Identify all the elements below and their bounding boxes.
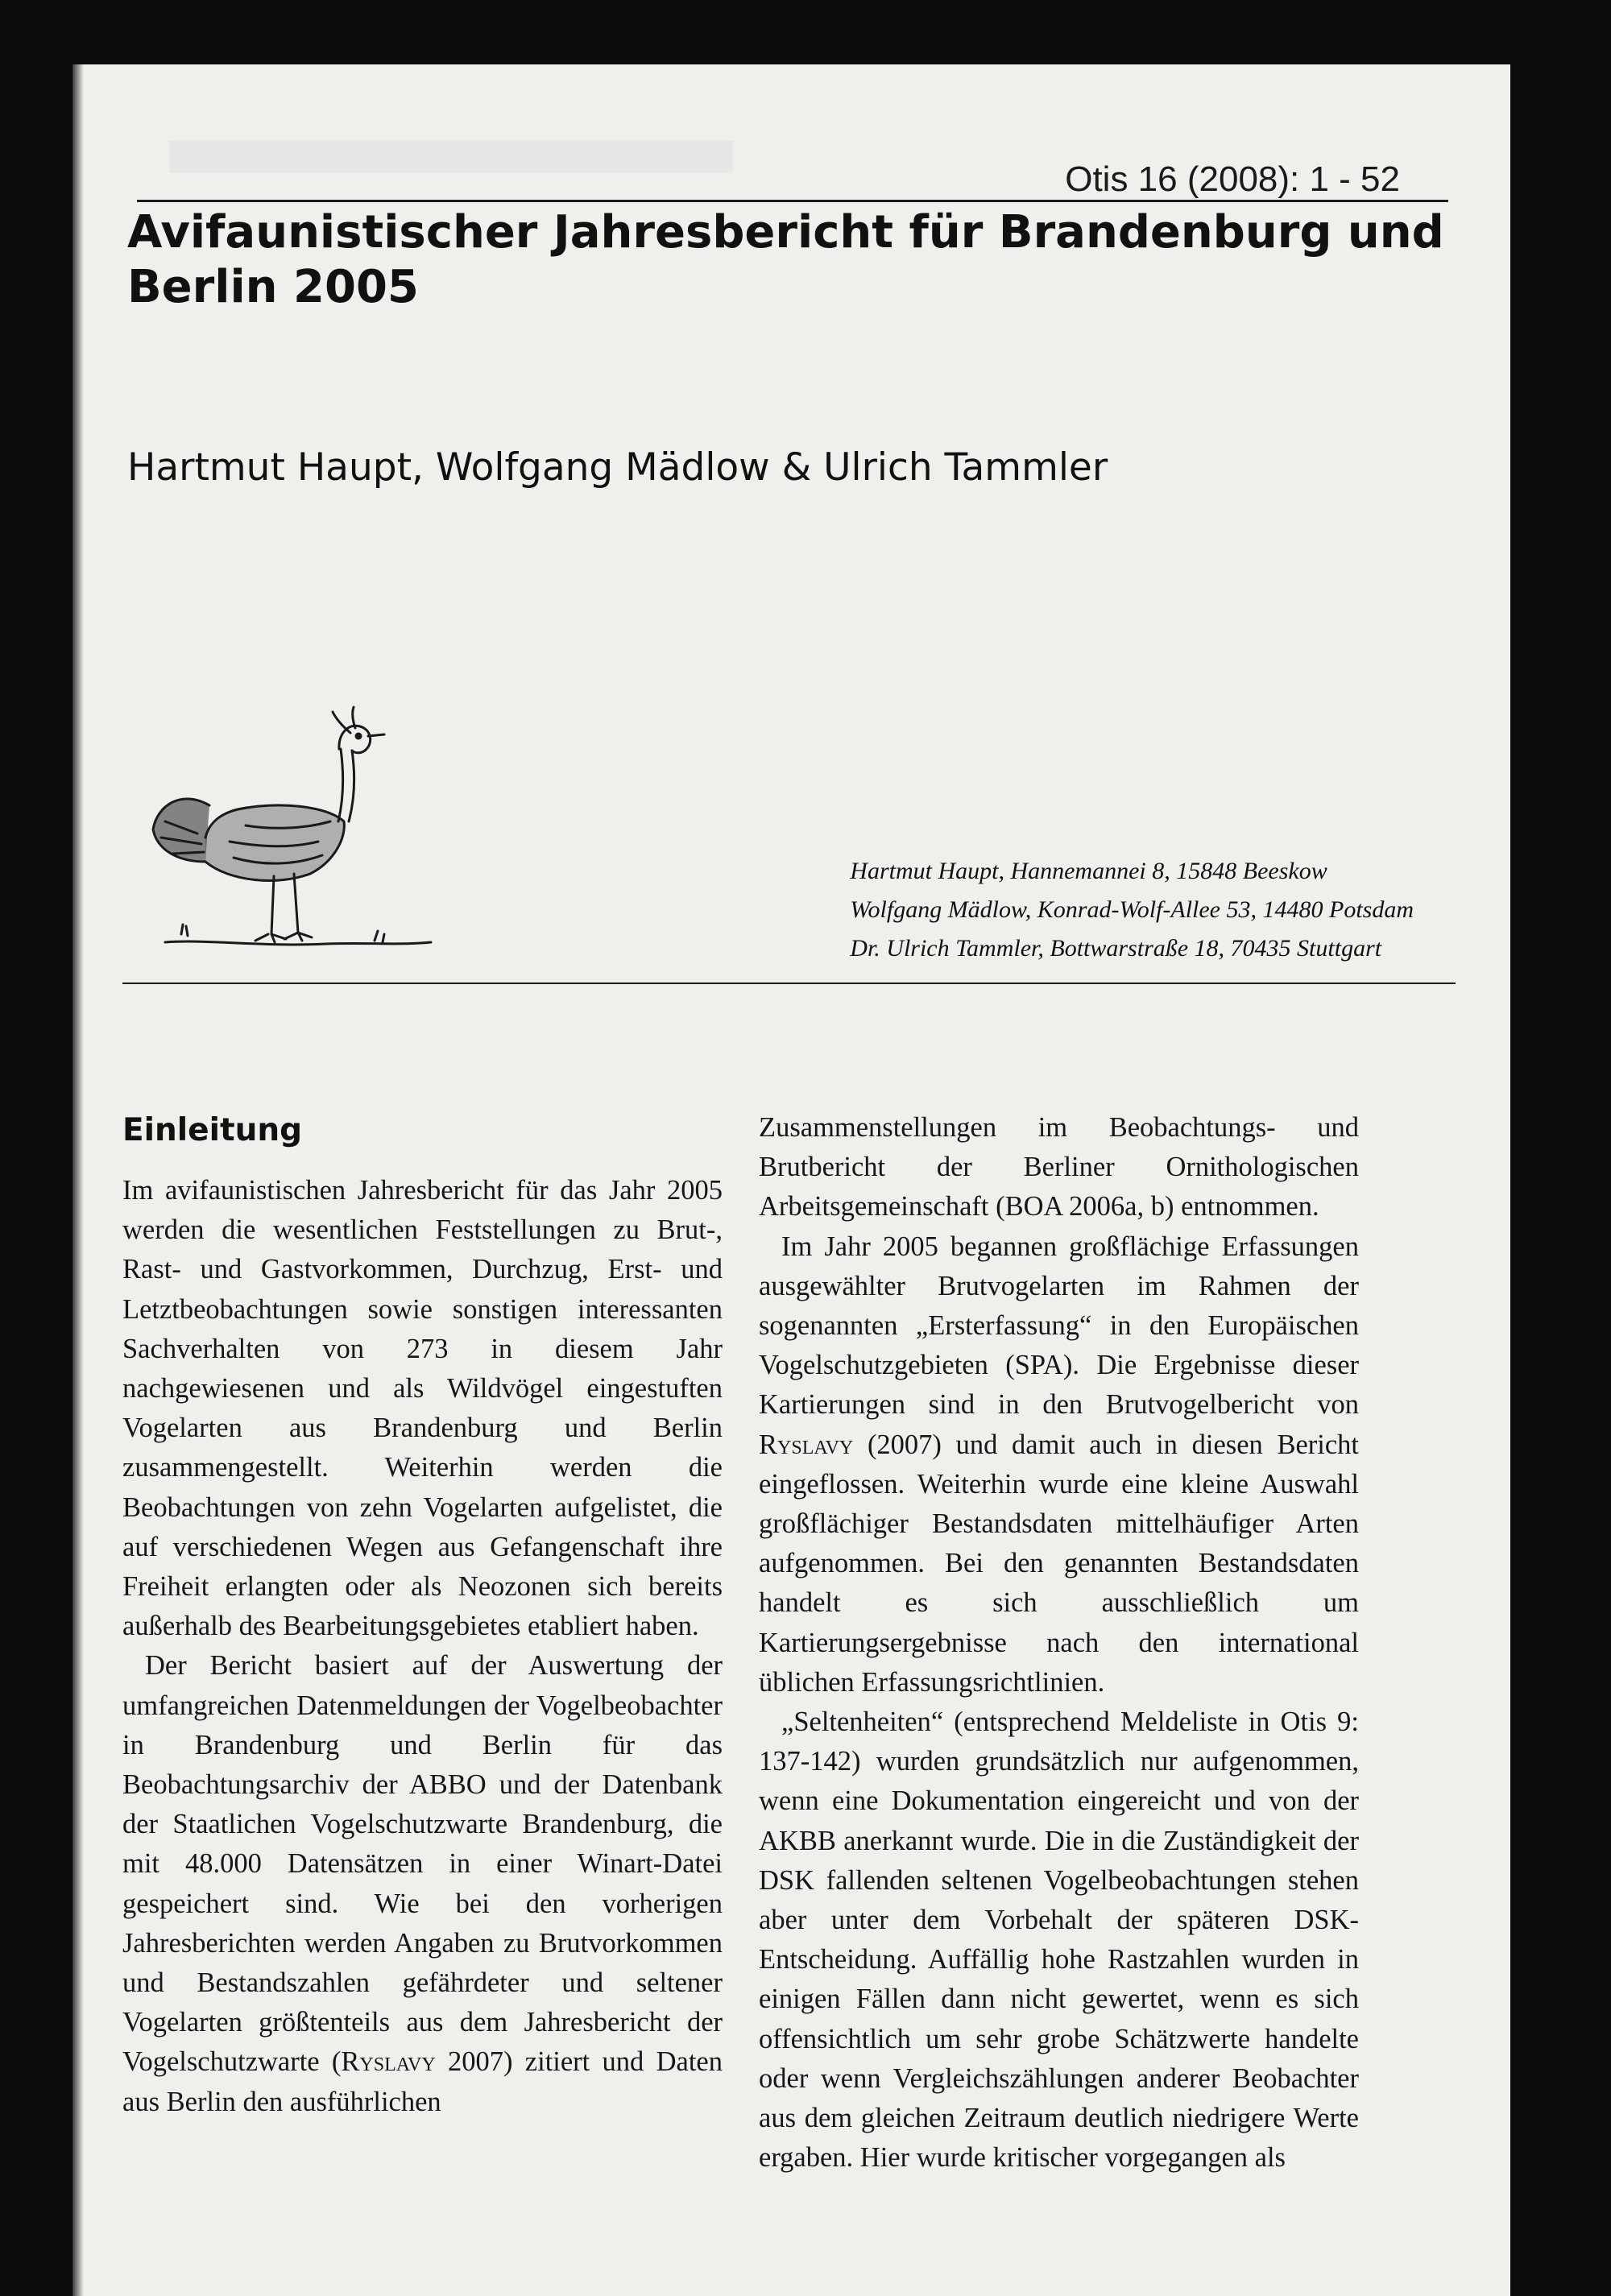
show-through-artifact bbox=[169, 141, 733, 173]
address-tammler: Dr. Ulrich Tammler, Bottwarstraße 18, 70435 Stuttgart bbox=[850, 935, 1382, 962]
cited-author: Ryslavy bbox=[759, 1429, 854, 1460]
section-heading-einleitung: Einleitung bbox=[122, 1112, 303, 1148]
intro-paragraph-1: Im avifaunistischen Jahresbericht für das Jahr 2005 werden die wesentlichen Feststellungen zu Brut-, Rast- und Gastvorkommen, Durchzug, Erst- und Letztbeobachtungen sowie sonstigen interessanten Sachverhalten von 273 in diesem Jahr nachgewiesenen und als Wildvögel eingestuften Vogelarten aus Brandenburg und Berlin zusammengestellt. Weiterhin werden die Beobachtungen von zehn Vogelarten aufgelistet, die auf verschiedenen Wegen aus Gefangenschaft ihre Freiheit erlangten oder als Neozonen sich bereits außerhalb des Bearbeitungsgebietes etabliert haben. bbox=[122, 1175, 723, 1642]
address-rule bbox=[122, 983, 1456, 984]
address-maedlow: Wolfgang Mädlow, Konrad-Wolf-Allee 53, 14480 Potsdam bbox=[850, 896, 1414, 923]
article-authors: Hartmut Haupt, Wolfgang Mädlow & Ulrich Tammler bbox=[127, 445, 1108, 490]
cited-author: Ryslavy bbox=[341, 2046, 436, 2078]
address-haupt: Hartmut Haupt, Hannemannei 8, 15848 Beeskow bbox=[850, 858, 1327, 884]
author-addresses bbox=[850, 852, 1414, 968]
left-column bbox=[122, 1108, 723, 2122]
right-paragraph-1: Zusammenstellungen im Beobachtungs- und Brutbericht der Berliner Ornithologischen Arbeitsgemeinschaft (BOA 2006a, b) entnommen. bbox=[759, 1112, 1359, 1222]
article-title: Avifaunistischer Jahresbericht für Brandenburg und Berlin 2005 bbox=[127, 206, 1444, 313]
page-edge-shadow bbox=[72, 64, 84, 2296]
right-paragraph-3: „Seltenheiten“ (entsprechend Meldeliste in Otis 9: 137-142) wurden grundsätzlich nur aufgenommen, wenn eine Dokumentation eingereicht und von der AKBB anerkannt wurde. Die in die Zuständigkeit der DSK fallenden seltenen Vogelbeobachtungen stehen aber unter dem Vorbehalt der späteren DSK-Entscheidung. Auffällig hohe Rastzahlen wurden in einigen Fällen dann nicht gewertet, wenn es sich offensichtlich um sehr grobe Schätzwerte handelte oder wenn Vergleichszählungen anderer Beobachter aus dem gleichen Zeitraum deutlich niedrigere Werte ergaben. Hier wurde kritischer vorgegangen als bbox=[759, 1706, 1359, 2174]
great-bustard-illustration-icon bbox=[133, 701, 439, 966]
right-column bbox=[759, 1108, 1359, 2178]
intro-paragraph-2: Der Bericht basiert auf der Auswertung der umfangreichen Datenmeldungen der Vogelbeobachter in Brandenburg und Berlin für das Beobachtungsarchiv der ABBO und der Datenbank der Staatlichen Vogelschutzwarte Brandenburg, die mit 48.000 Datensätzen in einer Winart-Datei gespeichert sind. Wie bei den vorherigen Jahresberichten werden Angaben zu Brutvorkommen und Bestandszahlen gefährdeter und seltener Vogelarten größtenteils aus dem Jahresbericht der Vogelschutzwarte (Ryslavy 2007) zitiert und Daten aus Berlin den ausführlichen bbox=[122, 1650, 723, 2117]
journal-page bbox=[72, 64, 1510, 2296]
header-rule bbox=[137, 200, 1448, 202]
journal-reference: Otis 16 (2008): 1 - 52 bbox=[1065, 159, 1400, 199]
right-paragraph-2: Im Jahr 2005 begannen großflächige Erfassungen ausgewählter Brutvogelarten im Rahmen der sogenannten „Ersterfassung“ in den Europäischen Vogelschutzgebieten (SPA). Die Ergebnisse dieser Kartierungen sind in den Brutvogelbericht von Ryslavy (2007) und damit auch in diesen Bericht eingeflossen. Weiterhin wurde eine kleine Auswahl großflächiger Bestandsdaten mittelhäufiger Arten aufgenommen. Bei den genannten Bestandsdaten handelt es sich ausschließlich um Kartierungsergebnisse nach den international üblichen Erfassungsrichtlinien. bbox=[759, 1231, 1359, 1698]
